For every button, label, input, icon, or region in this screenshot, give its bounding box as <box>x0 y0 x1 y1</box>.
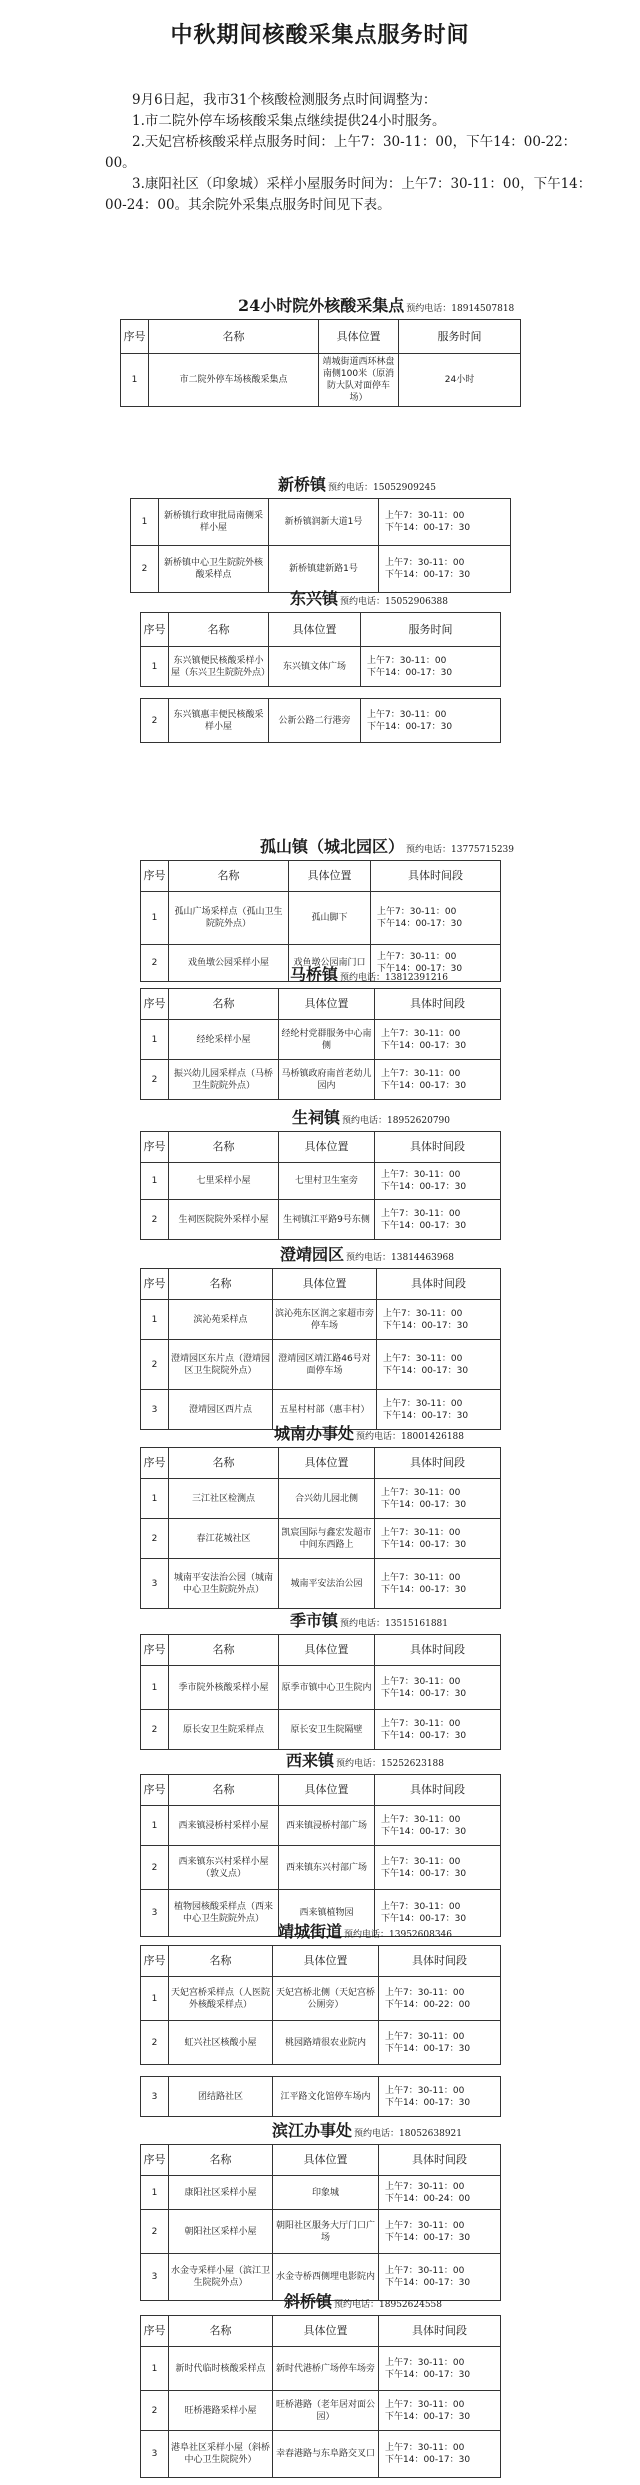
service-time-cell: 上午7：30-11：00 下午14：00-17：30 <box>375 1060 501 1100</box>
section-phone: 预约电话：15052909245 <box>328 483 437 493</box>
column-header: 名称 <box>169 1775 279 1806</box>
row-index-cell: 1 <box>141 1806 169 1846</box>
row-index-cell: 2 <box>141 699 169 743</box>
column-header: 序号 <box>141 1448 169 1479</box>
column-header: 服务时间 <box>399 320 521 354</box>
column-header: 具体位置 <box>279 1775 375 1806</box>
site-name-cell: 七里采样小屋 <box>169 1163 279 1200</box>
section-name: 马桥镇 <box>290 965 339 984</box>
column-header: 序号 <box>121 320 149 354</box>
row-index-cell: 2 <box>141 2021 169 2065</box>
service-time-cell: 上午7：30-11：00 下午14：00-17：30 <box>379 2391 501 2431</box>
schedule-table <box>140 1447 501 1609</box>
schedule-table <box>140 1945 501 2065</box>
service-time-cell: 上午7：30-11：00 下午14：00-17：30 <box>379 546 511 593</box>
section-phone: 预约电话：18952620790 <box>342 1116 451 1126</box>
site-location-cell: 靖城街道西环林盘南侧100米（原消防大队对面停车场） <box>319 354 399 407</box>
site-location-cell: 新时代港桥广场停车场旁 <box>273 2347 379 2391</box>
table-row <box>141 2431 501 2478</box>
site-location-cell: 马桥镇政府南首老幼儿园内 <box>279 1060 375 1100</box>
section-phone: 预约电话：18052638921 <box>354 2129 463 2139</box>
column-header: 具体位置 <box>279 989 375 1020</box>
service-time-cell: 上午7：30-11：00 下午14：00-17：30 <box>375 1710 501 1750</box>
section-phone: 预约电话：18001426188 <box>356 1432 465 1442</box>
table-header-row <box>141 1132 501 1163</box>
site-name-cell: 三江社区检测点 <box>169 1479 279 1519</box>
section-name: 澄靖园区 <box>280 1245 345 1264</box>
site-location-cell: 七里村卫生室旁 <box>279 1163 375 1200</box>
section-name: 城南办事处 <box>274 1424 355 1443</box>
column-header: 服务时间 <box>361 613 501 647</box>
site-location-cell: 新桥镇润新大道1号 <box>269 499 379 546</box>
service-time-cell: 上午7：30-11：00 下午14：00-17：30 <box>379 2431 501 2478</box>
site-name-cell: 虹兴社区核酸小屋 <box>169 2021 273 2065</box>
section-phone: 预约电话：18952624558 <box>334 2300 443 2310</box>
column-header: 名称 <box>169 989 279 1020</box>
intro-line: 1.市二院外停车场核酸采集点继续提供24小时服务。 <box>132 113 446 129</box>
table-row <box>141 1666 501 1710</box>
site-name-cell: 生祠医院院外采样小屋 <box>169 1200 279 1240</box>
section-phone: 预约电话：15252623188 <box>336 1759 445 1769</box>
section-phone: 预约电话：13515161881 <box>340 1619 449 1629</box>
site-location-cell: 五星村村部（惠丰村） <box>273 1390 377 1430</box>
intro-line: 2.天妃宫桥核酸采样点服务时间：上午7：30-11：00，下午14：00-22：00。 <box>105 134 577 171</box>
site-name-cell: 康阳社区采样小屋 <box>169 2176 273 2210</box>
column-header: 具体时间段 <box>371 861 501 892</box>
service-time-cell: 上午7：30-11：00 下午14：00-22：00 <box>379 1977 501 2021</box>
column-header: 名称 <box>169 2316 273 2347</box>
row-index-cell: 1 <box>141 2347 169 2391</box>
section-phone: 预约电话：15052906388 <box>340 597 449 607</box>
site-name-cell: 港阜社区采样小屋（斜桥中心卫生院院外） <box>169 2431 273 2478</box>
section-heading <box>286 1748 444 1770</box>
service-time-cell: 上午7：30-11：00 下午14：00-17：30 <box>361 647 501 687</box>
section-phone: 预约电话：13814463968 <box>346 1253 455 1263</box>
row-index-cell: 1 <box>141 2176 169 2210</box>
service-time-cell: 上午7：30-11：00 下午14：00-17：30 <box>375 1163 501 1200</box>
table-header-row <box>141 1269 501 1300</box>
row-index-cell: 2 <box>141 945 169 982</box>
row-index-cell: 1 <box>141 892 169 945</box>
service-time-cell: 上午7：30-11：00 下午14：00-17：30 <box>375 1846 501 1890</box>
table-header-row <box>141 861 501 892</box>
section-heading <box>284 2289 442 2311</box>
table-header-row <box>141 989 501 1020</box>
column-header: 具体位置 <box>319 320 399 354</box>
table-header-row <box>141 613 501 647</box>
site-location-cell: 西来镇浸桥村部广场 <box>279 1806 375 1846</box>
table-row <box>141 1200 501 1240</box>
site-name-cell: 澄靖园区西片点 <box>169 1390 273 1430</box>
service-time-cell: 上午7：30-11：00 下午14：00-17：30 <box>375 1559 501 1609</box>
service-time-cell: 上午7：30-11：00 下午14：00-24：00 <box>379 2176 501 2210</box>
service-time-cell: 上午7：30-11：00 下午14：00-17：30 <box>375 1666 501 1710</box>
column-header: 名称 <box>169 861 289 892</box>
column-header: 名称 <box>169 1946 273 1977</box>
section-name: 西来镇 <box>286 1751 335 1770</box>
column-header: 具体位置 <box>273 1269 377 1300</box>
table-row <box>141 1340 501 1390</box>
table-row <box>141 2077 501 2117</box>
service-time-cell: 上午7：30-11：00 下午14：00-17：30 <box>379 499 511 546</box>
service-time-cell: 上午7：30-11：00 下午14：00-17：30 <box>379 2077 501 2117</box>
section-name: 滨江办事处 <box>272 2121 353 2140</box>
column-header: 具体时间段 <box>375 1448 501 1479</box>
row-index-cell: 2 <box>141 1340 169 1390</box>
row-index-cell: 2 <box>141 2391 169 2431</box>
table-row <box>121 354 521 407</box>
site-name-cell: 原长安卫生院采样点 <box>169 1710 279 1750</box>
column-header: 具体时间段 <box>379 2145 501 2176</box>
column-header: 序号 <box>141 2316 169 2347</box>
site-name-cell: 新时代临时核酸采样点 <box>169 2347 273 2391</box>
section-phone: 预约电话：13775715239 <box>406 845 515 855</box>
site-name-cell: 朝阳社区采样小屋 <box>169 2210 273 2254</box>
section-name: 生祠镇 <box>292 1108 341 1127</box>
column-header: 具体时间段 <box>375 1775 501 1806</box>
site-name-cell: 东兴镇便民核酸采样小屋（东兴卫生院院外点） <box>169 647 269 687</box>
site-name-cell: 滨沁苑采样点 <box>169 1300 273 1340</box>
table-row <box>141 699 501 743</box>
section-heading <box>290 1608 448 1630</box>
column-header: 序号 <box>141 1132 169 1163</box>
site-name-cell: 经纶采样小屋 <box>169 1020 279 1060</box>
section-heading <box>272 2118 462 2140</box>
site-name-cell: 新桥镇行政审批局南侧采样小屋 <box>159 499 269 546</box>
service-time-cell: 上午7：30-11：00 下午14：00-17：30 <box>377 1340 501 1390</box>
table-row <box>141 2347 501 2391</box>
section-heading <box>238 293 514 315</box>
column-header: 名称 <box>169 2145 273 2176</box>
section-name: 季市镇 <box>290 1611 339 1630</box>
schedule-table <box>140 1268 501 1430</box>
table-row <box>141 2021 501 2065</box>
row-index-cell: 1 <box>131 499 159 546</box>
row-index-cell: 2 <box>141 1060 169 1100</box>
schedule-table <box>140 2315 501 2478</box>
column-header: 序号 <box>141 1635 169 1666</box>
table-header-row <box>121 320 521 354</box>
section-heading <box>274 1421 464 1443</box>
service-time-cell: 上午7：30-11：00 下午14：00-17：30 <box>361 699 501 743</box>
intro-line: 3.康阳社区（印象城）采样小屋服务时间为：上午7：30-11：00，下午14：00-24：00。其余院外采集点服务时间见下表。 <box>105 176 592 213</box>
row-index-cell: 2 <box>141 2210 169 2254</box>
service-time-cell: 上午7：30-11：00 下午14：00-17：30 <box>375 1200 501 1240</box>
site-location-cell: 澄靖园区靖江路46号对面停车场 <box>273 1340 377 1390</box>
table-row <box>141 1163 501 1200</box>
column-header: 序号 <box>141 989 169 1020</box>
column-header: 具体时间段 <box>375 1635 501 1666</box>
column-header: 具体时间段 <box>379 1946 501 1977</box>
service-time-cell: 上午7：30-11：00 下午14：00-17：30 <box>377 1390 501 1430</box>
column-header: 具体时间段 <box>375 1132 501 1163</box>
site-name-cell: 城南平安法治公园（城南中心卫生院院外点） <box>169 1559 279 1609</box>
section-heading <box>280 1242 454 1264</box>
site-name-cell: 旺桥港路采样小屋 <box>169 2391 273 2431</box>
schedule-table <box>140 1774 501 1937</box>
column-header: 具体时间段 <box>379 2316 501 2347</box>
section-heading <box>278 472 436 494</box>
site-location-cell: 城南平安法治公园 <box>279 1559 375 1609</box>
table-row <box>141 1710 501 1750</box>
table-row <box>141 2176 501 2210</box>
site-name-cell: 市二院外停车场核酸采集点 <box>149 354 319 407</box>
table-row <box>141 647 501 687</box>
service-time-cell: 上午7：30-11：00 下午14：00-17：30 <box>377 1300 501 1340</box>
column-header: 具体时间段 <box>375 989 501 1020</box>
site-location-cell: 合兴幼儿园北侧 <box>279 1479 375 1519</box>
row-index-cell: 2 <box>141 1710 169 1750</box>
table-row <box>141 2210 501 2254</box>
schedule-table <box>130 498 511 593</box>
site-name-cell: 天妃宫桥采样点（人医院外核酸采样点） <box>169 1977 273 2021</box>
row-index-cell: 2 <box>141 1519 169 1559</box>
site-location-cell: 生祠镇江平路9号东侧 <box>279 1200 375 1240</box>
column-header: 序号 <box>141 861 169 892</box>
service-time-cell: 上午7：30-11：00 下午14：00-17：30 <box>379 2254 501 2301</box>
site-name-cell: 戏鱼墩公园采样小屋 <box>169 945 289 982</box>
column-header: 名称 <box>169 1269 273 1300</box>
schedule-table <box>140 698 501 743</box>
column-header: 序号 <box>141 1775 169 1806</box>
service-time-cell: 上午7：30-11：00 下午14：00-17：30 <box>375 1519 501 1559</box>
site-location-cell: 江平路文化馆停车场内 <box>273 2077 379 2117</box>
column-header: 具体位置 <box>289 861 371 892</box>
site-name-cell: 振兴幼儿园采样点（马桥卫生院院外点） <box>169 1060 279 1100</box>
site-location-cell: 印象城 <box>273 2176 379 2210</box>
site-location-cell: 滨沁苑东区润之家超市旁停车场 <box>273 1300 377 1340</box>
site-location-cell: 原长安卫生院隔壁 <box>279 1710 375 1750</box>
row-index-cell: 3 <box>141 2431 169 2478</box>
service-time-cell: 上午7：30-11：00 下午14：00-17：30 <box>379 2347 501 2391</box>
column-header: 具体位置 <box>273 1946 379 1977</box>
column-header: 名称 <box>149 320 319 354</box>
site-location-cell: 桃园路靖很农业院内 <box>273 2021 379 2065</box>
section-name: 新桥镇 <box>278 475 327 494</box>
service-time-cell: 上午7：30-11：00 下午14：00-17：30 <box>375 1020 501 1060</box>
table-row <box>141 1806 501 1846</box>
column-header: 具体位置 <box>279 1635 375 1666</box>
column-header: 序号 <box>141 613 169 647</box>
site-location-cell: 公新公路二行港旁 <box>269 699 361 743</box>
column-header: 具体位置 <box>279 1448 375 1479</box>
site-location-cell: 朝阳社区服务大厅门口广场 <box>273 2210 379 2254</box>
table-row <box>141 1519 501 1559</box>
site-location-cell: 水金寺桥西侧埋电影院内 <box>273 2254 379 2301</box>
table-row <box>141 1977 501 2021</box>
site-name-cell: 团结路社区 <box>169 2077 273 2117</box>
site-name-cell: 新桥镇中心卫生院院外核酸采样点 <box>159 546 269 593</box>
table-row <box>141 1479 501 1519</box>
site-name-cell: 季市院外核酸采样小屋 <box>169 1666 279 1710</box>
service-time-cell: 上午7：30-11：00 下午14：00-17：30 <box>371 945 501 982</box>
site-location-cell: 幸春港路与东阜路交叉口 <box>273 2431 379 2478</box>
section-name: 东兴镇 <box>290 589 339 608</box>
service-time-cell: 上午7：30-11：00 下午14：00-17：30 <box>375 1890 501 1937</box>
table-header-row <box>141 1635 501 1666</box>
intro-line: 9月6日起，我市31个核酸检测服务点时间调整为： <box>132 92 437 108</box>
schedule-table <box>140 988 501 1100</box>
section-name: 24小时院外核酸采集点 <box>238 296 405 315</box>
row-index-cell: 1 <box>141 1020 169 1060</box>
column-header: 序号 <box>141 2145 169 2176</box>
column-header: 具体位置 <box>279 1132 375 1163</box>
schedule-table <box>140 2144 501 2301</box>
intro-text <box>105 90 605 216</box>
section-heading <box>290 586 448 608</box>
site-location-cell: 孤山脚下 <box>289 892 371 945</box>
schedule-table <box>140 1634 501 1750</box>
table-row <box>141 1060 501 1100</box>
table-row <box>141 2391 501 2431</box>
service-time-cell: 上午7：30-11：00 下午14：00-17：30 <box>379 2210 501 2254</box>
table-header-row <box>141 1775 501 1806</box>
site-location-cell: 原季市镇中心卫生院内 <box>279 1666 375 1710</box>
site-location-cell: 经纶村党群服务中心南侧 <box>279 1020 375 1060</box>
column-header: 名称 <box>169 613 269 647</box>
column-header: 名称 <box>169 1635 279 1666</box>
table-row <box>131 499 511 546</box>
table-row <box>141 1559 501 1609</box>
column-header: 具体时间段 <box>377 1269 501 1300</box>
column-header: 具体位置 <box>269 613 361 647</box>
section-heading <box>290 962 448 984</box>
service-time-cell: 24小时 <box>399 354 521 407</box>
row-index-cell: 2 <box>141 1846 169 1890</box>
site-name-cell: 春江花城社区 <box>169 1519 279 1559</box>
column-header: 序号 <box>141 1946 169 1977</box>
row-index-cell: 3 <box>141 1390 169 1430</box>
site-location-cell: 西来镇植物园 <box>279 1890 375 1937</box>
section-heading <box>260 834 514 856</box>
row-index-cell: 1 <box>141 1977 169 2021</box>
row-index-cell: 1 <box>121 354 149 407</box>
site-location-cell: 西来镇东兴村部广场 <box>279 1846 375 1890</box>
section-phone: 预约电话：13812391216 <box>340 973 449 983</box>
schedule-table <box>140 1131 501 1240</box>
section-phone: 预约电话：13952608346 <box>344 1930 453 1940</box>
column-header: 具体位置 <box>273 2145 379 2176</box>
row-index-cell: 2 <box>131 546 159 593</box>
table-header-row <box>141 2145 501 2176</box>
schedule-table <box>140 2076 501 2117</box>
site-location-cell: 凯宸国际与鑫宏发超市中间东西路上 <box>279 1519 375 1559</box>
site-name-cell: 水金寺采样小屋（滨江卫生院院外点） <box>169 2254 273 2301</box>
table-row <box>141 1846 501 1890</box>
section-phone: 预约电话：18914507818 <box>406 304 515 314</box>
column-header: 具体位置 <box>273 2316 379 2347</box>
site-name-cell: 东兴镇惠丰便民核酸采样小屋 <box>169 699 269 743</box>
service-time-cell: 上午7：30-11：00 下午14：00-17：30 <box>371 892 501 945</box>
table-header-row <box>141 1946 501 1977</box>
section-name: 孤山镇（城北园区） <box>260 837 405 856</box>
row-index-cell: 3 <box>141 1559 169 1609</box>
service-time-cell: 上午7：30-11：00 下午14：00-17：30 <box>379 2021 501 2065</box>
row-index-cell: 1 <box>141 647 169 687</box>
site-name-cell: 西来镇东兴村采样小屋（敦义点） <box>169 1846 279 1890</box>
table-row <box>141 1300 501 1340</box>
page-title: 中秋期间核酸采集点服务时间 <box>170 22 470 48</box>
column-header: 序号 <box>141 1269 169 1300</box>
row-index-cell: 1 <box>141 1479 169 1519</box>
service-time-cell: 上午7：30-11：00 下午14：00-17：30 <box>375 1479 501 1519</box>
site-location-cell: 戏鱼墩公园南门口 <box>289 945 371 982</box>
row-index-cell: 1 <box>141 1300 169 1340</box>
site-location-cell: 新桥镇建新路1号 <box>269 546 379 593</box>
column-header: 名称 <box>169 1132 279 1163</box>
schedule-table <box>140 612 501 687</box>
site-location-cell: 旺桥港路（老年居对面公园） <box>273 2391 379 2431</box>
table-row <box>141 892 501 945</box>
site-name-cell: 孤山广场采样点（孤山卫生院院外点） <box>169 892 289 945</box>
table-header-row <box>141 2316 501 2347</box>
site-name-cell: 澄靖园区东片点（澄靖园区卫生院院外点） <box>169 1340 273 1390</box>
row-index-cell: 3 <box>141 2077 169 2117</box>
table-header-row <box>141 1448 501 1479</box>
site-location-cell: 东兴镇文体广场 <box>269 647 361 687</box>
row-index-cell: 2 <box>141 1200 169 1240</box>
row-index-cell: 1 <box>141 1666 169 1710</box>
row-index-cell: 1 <box>141 1163 169 1200</box>
site-name-cell: 西来镇浸桥村采样小屋 <box>169 1806 279 1846</box>
column-header: 名称 <box>169 1448 279 1479</box>
section-heading <box>278 1919 452 1941</box>
row-index-cell: 3 <box>141 1890 169 1937</box>
table-row <box>141 1020 501 1060</box>
service-time-cell: 上午7：30-11：00 下午14：00-17：30 <box>375 1806 501 1846</box>
section-name: 靖城街道 <box>278 1922 343 1941</box>
section-name: 斜桥镇 <box>284 2292 333 2311</box>
site-location-cell: 天妃宫桥北侧（天妃宫桥公厕旁） <box>273 1977 379 2021</box>
schedule-table <box>120 319 521 407</box>
row-index-cell: 3 <box>141 2254 169 2301</box>
section-heading <box>292 1105 450 1127</box>
site-name-cell: 植物园核酸采样点（西来中心卫生院院外点） <box>169 1890 279 1937</box>
